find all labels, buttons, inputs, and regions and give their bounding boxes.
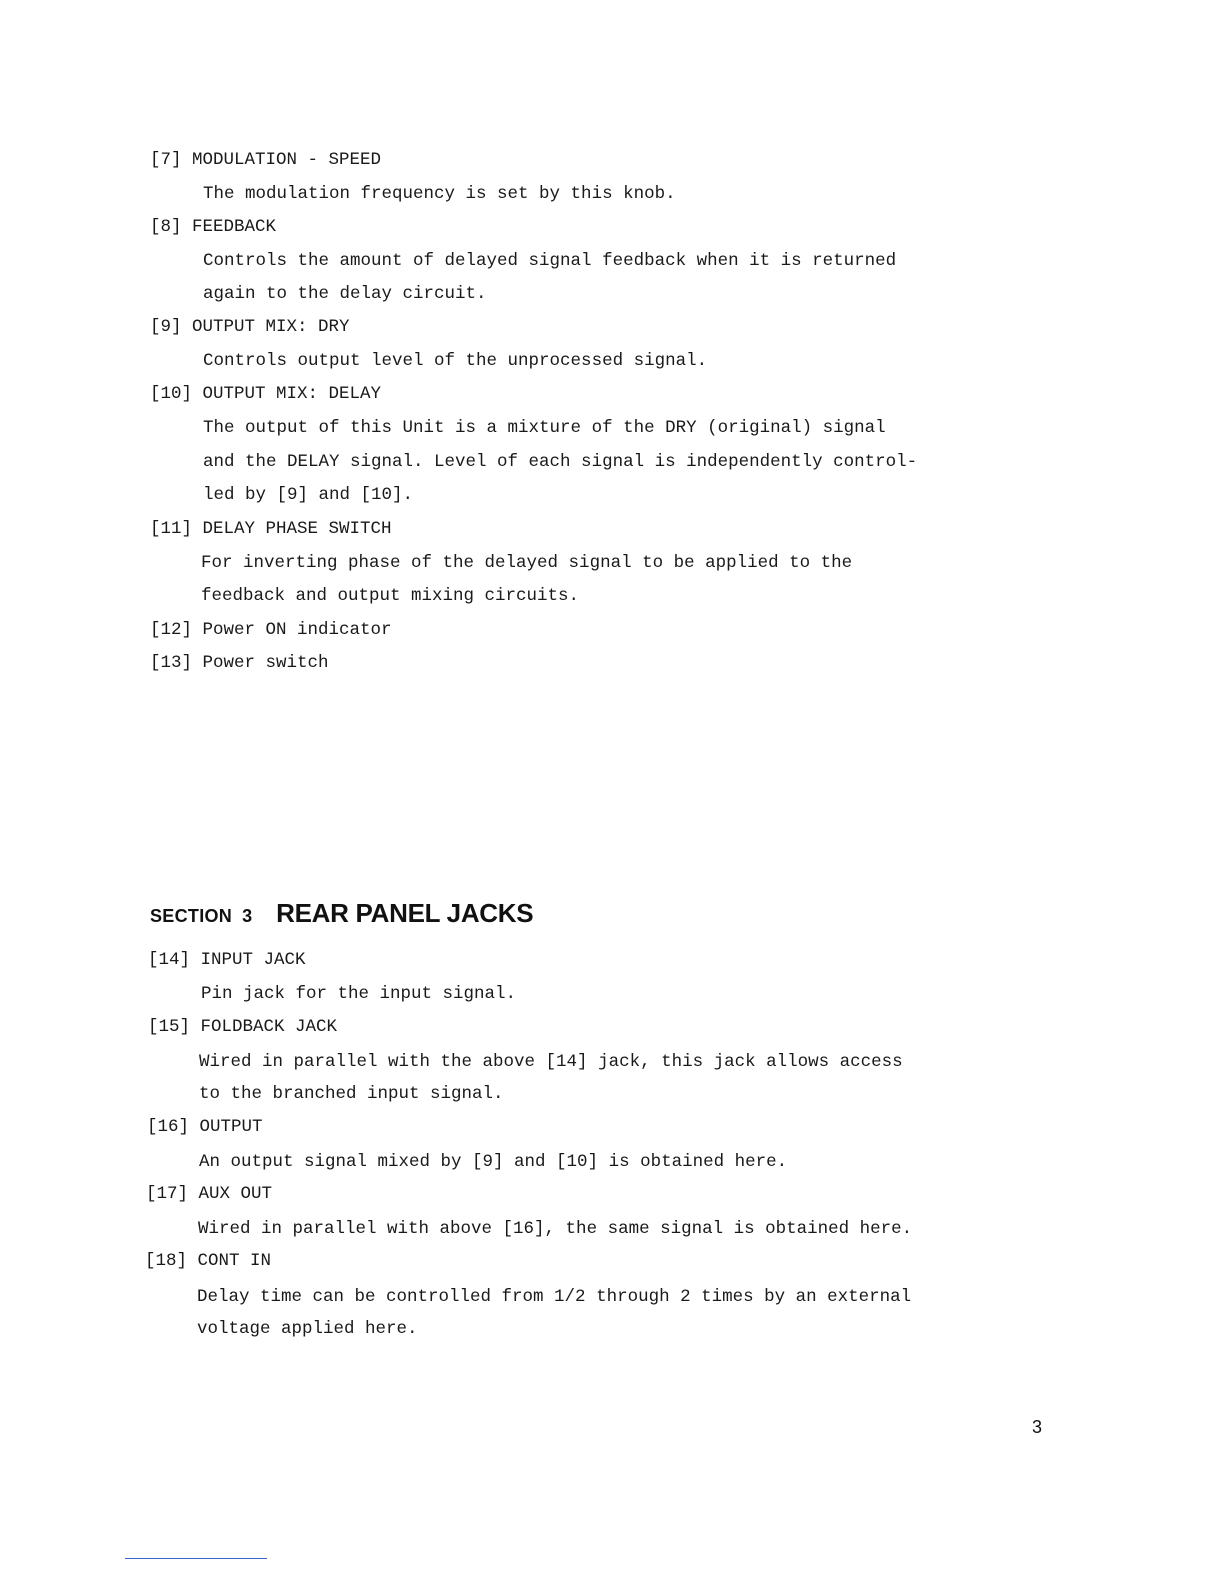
item-16-heading [147, 1117, 263, 1137]
item-17-desc-line-1: Wired in parallel with above [16], the same signal is obtained here. [198, 1219, 913, 1239]
item-14-number: [14] [148, 950, 191, 970]
item-12-number: [12] [150, 620, 193, 640]
item-17-number: [17] [146, 1184, 189, 1204]
item-10-desc-line-1: The output of this Unit is a mixture of the DRY (original) signal [203, 418, 886, 438]
item-13-title: Power switch [202, 653, 329, 673]
footer-rule [125, 1558, 267, 1559]
item-16-title: OUTPUT [199, 1117, 263, 1137]
item-11-title: DELAY PHASE SWITCH [202, 519, 392, 539]
item-15-title: FOLDBACK JACK [200, 1017, 338, 1037]
item-15-desc-line-2: to the branched input signal. [199, 1084, 504, 1104]
item-18-title: CONT IN [197, 1251, 272, 1271]
item-12-heading [150, 620, 392, 640]
item-11-number: [11] [150, 519, 193, 539]
item-15-desc-line-1: Wired in parallel with the above [14] jack, this jack allows access [199, 1052, 903, 1072]
item-14-heading [148, 950, 306, 970]
item-18-number: [18] [145, 1251, 188, 1271]
item-14-title: INPUT JACK [200, 950, 306, 970]
item-8-title: FEEDBACK [192, 217, 277, 237]
item-15-number: [15] [148, 1017, 191, 1037]
item-9-desc-line-1: Controls output level of the unprocessed signal. [203, 351, 708, 371]
item-10-desc-line-2: and the DELAY signal. Level of each signal is independently control- [203, 452, 918, 472]
item-13-heading [150, 653, 329, 673]
item-16-desc-line-1: An output signal mixed by [9] and [10] is obtained here. [199, 1152, 788, 1172]
item-8-desc-line-2: again to the delay circuit. [203, 284, 487, 304]
item-7-number: [7] [150, 150, 182, 170]
item-9-title: OUTPUT MIX: DRY [192, 317, 350, 337]
item-18-desc-line-2: voltage applied here. [197, 1319, 418, 1339]
item-18-desc-line-1: Delay time can be controlled from 1/2 through 2 times by an external [197, 1287, 912, 1307]
item-8-heading [150, 217, 276, 237]
item-9-number: [9] [150, 317, 182, 337]
item-8-desc-line-1: Controls the amount of delayed signal feedback when it is returned [203, 251, 897, 271]
item-8-number: [8] [150, 217, 182, 237]
page-number: 3 [1032, 1417, 1043, 1437]
item-11-desc-line-2: feedback and output mixing circuits. [201, 586, 580, 606]
item-17-heading [146, 1184, 272, 1204]
item-9-heading [150, 317, 350, 337]
section-heading [150, 898, 533, 938]
item-7-title: MODULATION - SPEED [192, 150, 382, 170]
section-label: SECTION [150, 906, 233, 926]
item-17-title: AUX OUT [198, 1184, 273, 1204]
item-12-title: Power ON indicator [202, 620, 392, 640]
item-16-number: [16] [147, 1117, 190, 1137]
item-14-desc-line-1: Pin jack for the input signal. [201, 984, 517, 1004]
item-7-heading [150, 150, 381, 170]
item-13-number: [13] [150, 653, 193, 673]
section-number: 3 [242, 906, 253, 926]
item-11-desc-line-1: For inverting phase of the delayed signal to be applied to the [201, 553, 853, 573]
item-10-desc-line-3: led by [9] and [10]. [203, 485, 414, 505]
item-18-heading [145, 1251, 271, 1271]
item-7-desc-line-1: The modulation frequency is set by this knob. [203, 184, 676, 204]
item-10-title: OUTPUT MIX: DELAY [202, 384, 382, 404]
item-15-heading [148, 1017, 337, 1037]
item-10-heading [150, 384, 381, 404]
section-title: REAR PANEL JACKS [276, 898, 534, 928]
item-11-heading [150, 519, 392, 539]
item-10-number: [10] [150, 384, 193, 404]
